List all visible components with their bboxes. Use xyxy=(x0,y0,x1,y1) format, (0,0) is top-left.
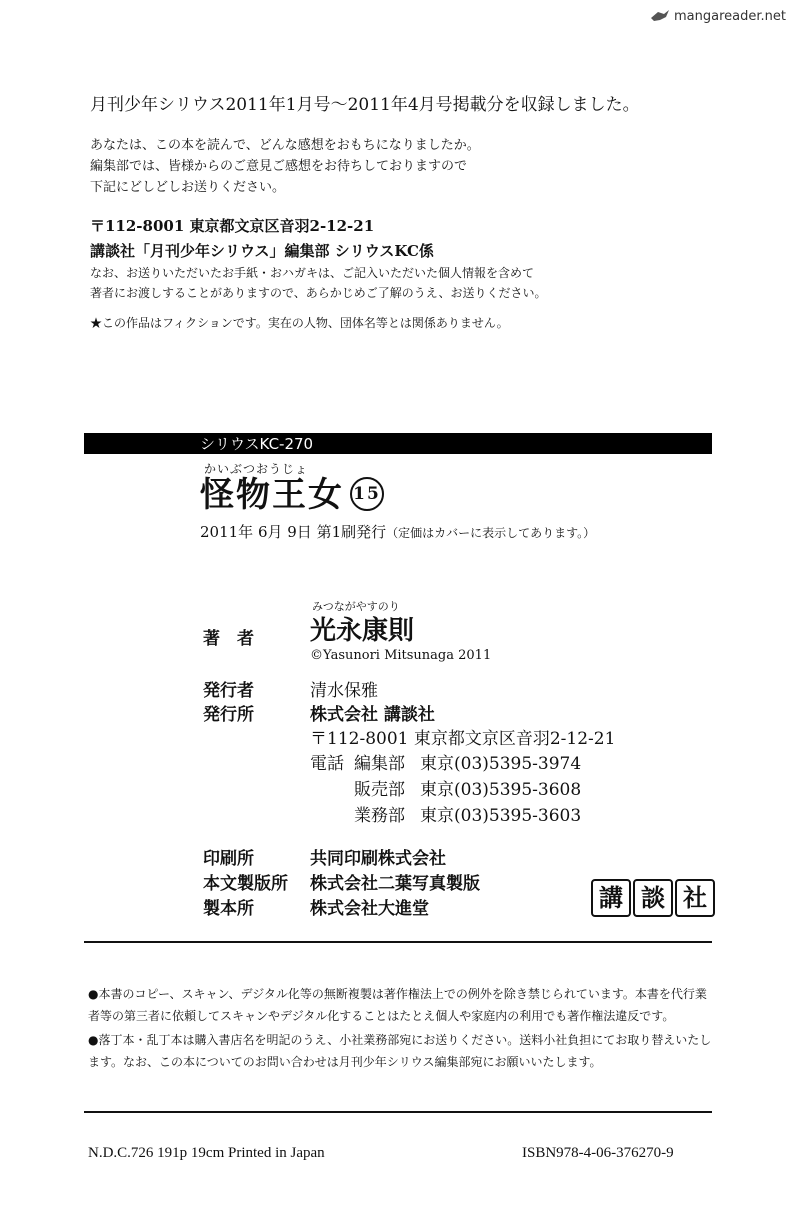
bird-logo-icon xyxy=(650,8,670,24)
phone-num-operations: 東京(03)5395-3603 xyxy=(420,806,582,826)
seal-char-3: 社 xyxy=(675,879,715,917)
intro-para-2: 編集部では、皆様からのご意見ご感想をお待ちしておりますので xyxy=(90,159,468,174)
price-note: （定価はカバーに表示してあります。） xyxy=(386,526,596,540)
notice-line-3: ●落丁本・乱丁本は購入書店名を明記のうえ、小社業務部宛にお送りください。送料小社負担にてお取り替えいたし xyxy=(88,1033,712,1047)
series-bar xyxy=(84,433,712,454)
binder-name: 株式会社大進堂 xyxy=(310,899,429,919)
publisher-seal xyxy=(591,879,715,917)
privacy-note-1: なお、お送りいただいたお手紙・おハガキは、ご記入いただいた個人情報を含めて xyxy=(90,266,535,280)
publisher-name: 株式会社 講談社 xyxy=(310,705,435,725)
publisher-person: 清水保雅 xyxy=(310,681,378,701)
collection-note: 月刊少年シリウス2011年1月号～2011年4月号掲載分を収録しました。 xyxy=(90,95,640,115)
printer-label: 印刷所 xyxy=(203,849,254,869)
publisher-address: 〒112-8001 東京都文京区音羽2-12-21 xyxy=(310,729,616,749)
phone-num-editorial: 東京(03)5395-3974 xyxy=(420,754,582,774)
divider-top xyxy=(84,941,712,943)
printer-name: 共同印刷株式会社 xyxy=(310,849,446,869)
intro-para-3: 下記にどしどしお送りください。 xyxy=(90,180,286,195)
phone-dept-sales: 販売部 xyxy=(354,780,405,800)
book-title xyxy=(200,475,384,515)
phone-dept-editorial: 編集部 xyxy=(354,754,405,774)
binder-label: 製本所 xyxy=(203,899,254,919)
notice-line-2: 者等の第三者に依頼してスキャンやデジタル化することはたとえ個人や家庭内の利用でも著作権法違反です。 xyxy=(88,1009,675,1023)
watermark-text: mangareader.net xyxy=(674,8,786,24)
publication-date xyxy=(200,521,595,542)
intro-para-1: あなたは、この本を読んで、どんな感想をおもちになりましたか。 xyxy=(90,138,480,153)
author-name: 光永康則 xyxy=(310,616,415,646)
publisher-label: 発行所 xyxy=(203,705,254,725)
seal-char-1: 講 xyxy=(591,879,631,917)
phone-label: 電話 xyxy=(310,754,344,774)
phone-dept-operations: 業務部 xyxy=(354,806,405,826)
isbn: ISBN978-4-06-376270-9 xyxy=(522,1145,674,1161)
typesetter-name: 株式会社二葉写真製版 xyxy=(310,874,480,894)
notice-line-4: ます。なお、この本についてのお問い合わせは月刊少年シリウス編集部宛にお願いいたします。 xyxy=(88,1055,602,1069)
mail-department: 講談社「月刊少年シリウス」編集部 シリウスKC係 xyxy=(90,242,434,260)
seal-char-2: 談 xyxy=(633,879,673,917)
watermark xyxy=(650,8,786,24)
author-ruby: みつながやすのり xyxy=(312,600,400,613)
series-label: シリウスKC-270 xyxy=(200,435,314,453)
phone-num-sales: 東京(03)5395-3608 xyxy=(420,780,582,800)
date-text: 2011年 6月 9日 第1刷発行 xyxy=(200,523,387,541)
publisher-person-label: 発行者 xyxy=(203,681,254,701)
divider-bottom xyxy=(84,1111,712,1113)
typesetter-label: 本文製版所 xyxy=(203,874,288,894)
fiction-disclaimer: ★この作品はフィクションです。実在の人物、団体名等とは関係ありません。 xyxy=(90,316,509,330)
title-ruby: かいぶつおうじょ xyxy=(204,462,309,476)
notice-line-1: ●本書のコピー、スキャン、デジタル化等の無断複製は著作権法上での例外を除き禁じられています。本書を代行業 xyxy=(88,987,707,1001)
volume-number: 15 xyxy=(350,477,384,511)
copyright: ©Yasunori Mitsunaga 2011 xyxy=(310,648,492,663)
privacy-note-2: 著者にお渡しすることがありますので、あらかじめご了解のうえ、お送りください。 xyxy=(90,286,547,300)
author-label: 著 者 xyxy=(203,629,254,649)
classification-info: N.D.C.726 191p 19cm Printed in Japan xyxy=(88,1145,325,1161)
book-title-text: 怪物王女 xyxy=(200,475,344,515)
mail-address: 〒112-8001 東京都文京区音羽2-12-21 xyxy=(90,217,375,235)
